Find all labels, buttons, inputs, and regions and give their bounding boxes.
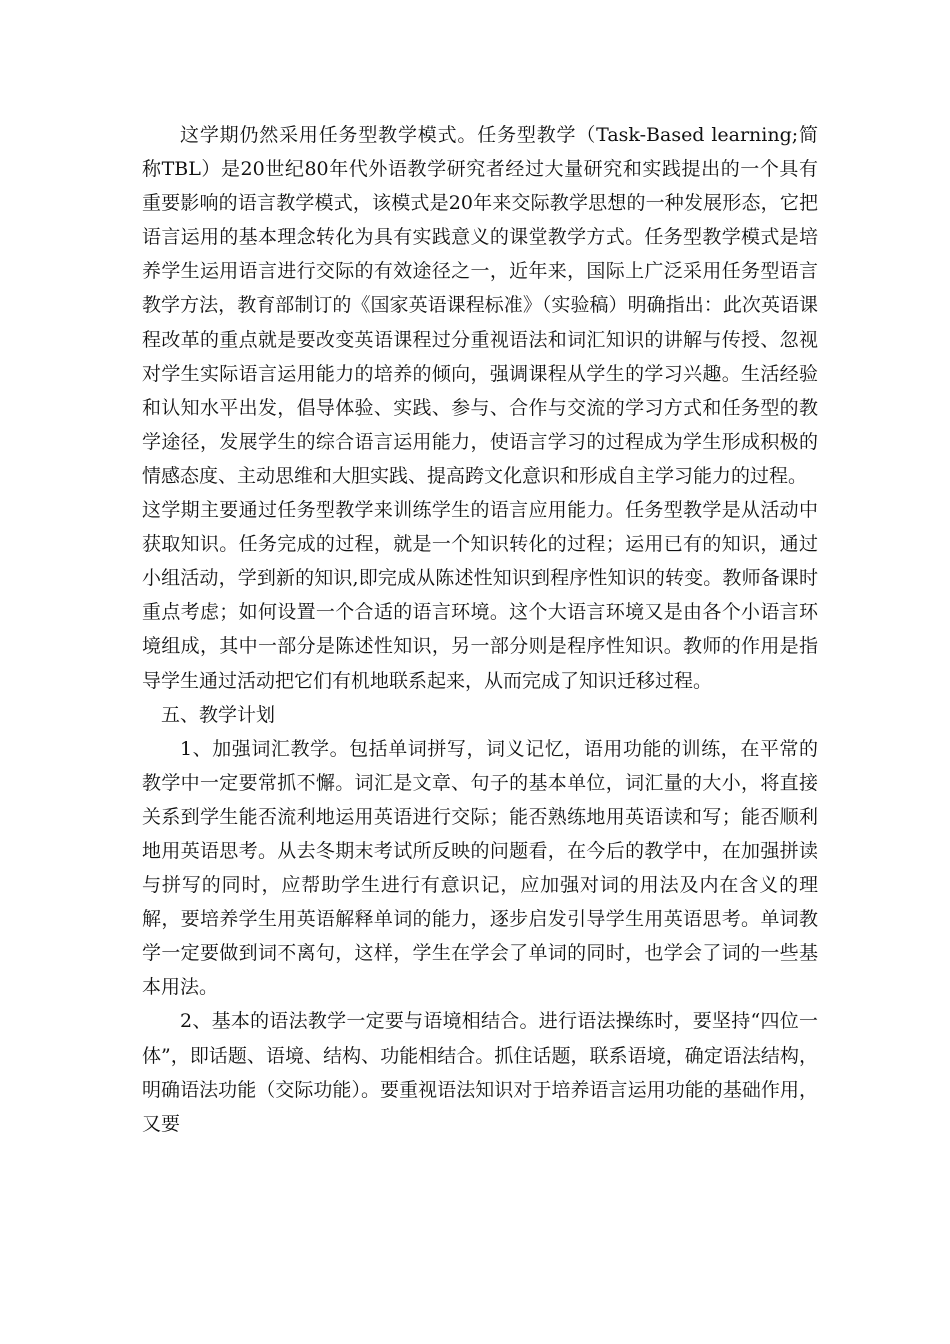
paragraph-task-based-training: 这学期主要通过任务型教学来训练学生的语言应用能力。任务型教学是从活动中获取知识。任务完成的过程，就是一个知识转化的过程；运用已有的知识，通过小组活动，学到新的知识,即完成从陈述性知识到程序性知识的转变。教师备课时重点考虑；如何设置一个合适的语言环境。这个大语言环境又是由各个小语言环境组成，其中一部分是陈述性知识，另一部分则是程序性知识。教师的作用是指导学生通过活动把它们有机地联系起来，从而完成了知识迁移过程。 — [142, 499, 818, 692]
section-heading-teaching-plan: 五、教学计划 — [161, 703, 276, 726]
paragraph-grammar-teaching: 2、基本的语法教学一定要与语境相结合。进行语法操练时，要坚持“四位一体”，即话题、语境、结构、功能相结合。抓住话题，联系语境，确定语法结构，明确语法功能（交际功能）。要重视语法知识对于培养语言运用功能的基础作用，又要 — [142, 1010, 818, 1135]
document-page — [142, 118, 818, 1141]
paragraph-tbl-intro: 这学期仍然采用任务型教学模式。任务型教学（Task-Based learning;简称TBL）是20世纪80年代外语教学研究者经过大量研究和实践提出的一个具有重要影响的语言教学模式，该模式是20年来交际教学思想的一种发展形态，它把语言运用的基本理念转化为具有实践意义的课堂教学方式。任务型教学模式是培养学生运用语言进行交际的有效途径之一，近年来，国际上广泛采用任务型语言教学方法，教育部制订的《国家英语课程标准》（实验稿）明确指出：此次英语课程改革的重点就是要改变英语课程过分重视语法和词汇知识的讲解与传授、忽视对学生实际语言运用能力的培养的倾向，强调课程从学生的学习兴趣。生活经验和认知水平出发，倡导体验、实践、参与、合作与交流的学习方式和任务型的教学途径，发展学生的综合语言运用能力，使语言学习的过程成为学生形成积极的情感态度、主动思维和大胆实践、提高跨文化意识和形成自主学习能力的过程。 — [142, 124, 818, 487]
paragraph-vocabulary-teaching: 1、加强词汇教学。包括单词拼写，词义记忆，语用功能的训练，在平常的教学中一定要常抓不懈。词汇是文章、句子的基本单位，词汇量的大小，将直接关系到学生能否流利地运用英语进行交际；能否熟练地用英语读和写；能否顺利地用英语思考。从去冬期末考试所反映的问题看，在今后的教学中，在加强拼读与拼写的同时，应帮助学生进行有意识记，应加强对词的用法及内在含义的理解，要培养学生用英语解释单词的能力，逐步启发引导学生用英语思考。单词教学一定要做到词不离句，这样，学生在学会了单词的同时，也学会了词的一些基本用法。 — [142, 737, 818, 999]
